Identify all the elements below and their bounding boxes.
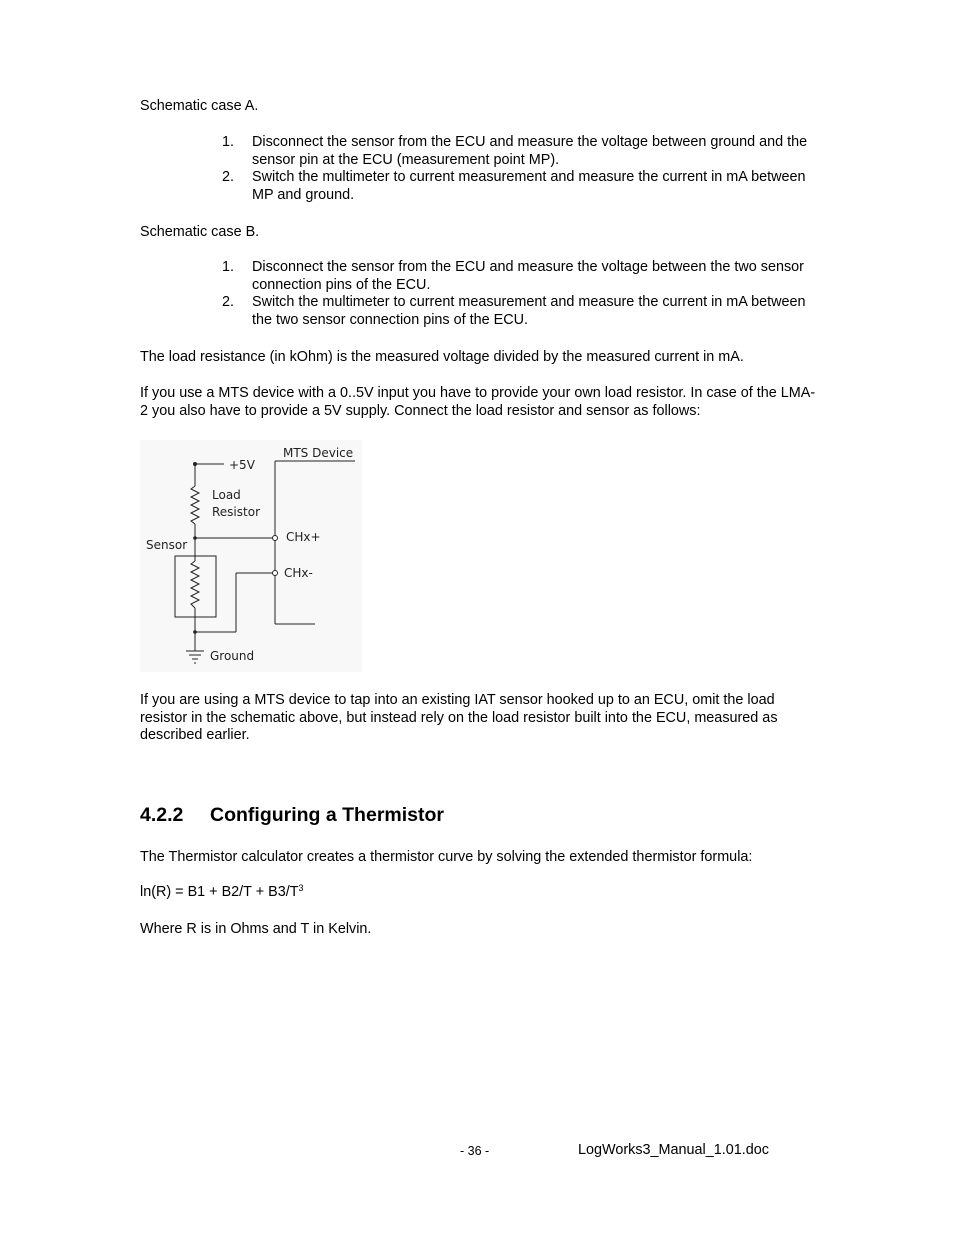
list-item-number: 2. <box>222 169 235 186</box>
case-a-title: Schematic case A. <box>140 98 259 114</box>
case-b-title: Schematic case B. <box>140 224 260 240</box>
list-item <box>222 169 822 204</box>
wiring-schematic <box>140 440 362 672</box>
units-paragraph: Where R is in Ohms and T in Kelvin. <box>140 921 372 937</box>
list-item-number: 1. <box>222 259 235 275</box>
list-item-text: Switch the multimeter to current measurement and measure the current in mA between MP and ground. <box>252 169 806 203</box>
sensor-label: Sensor <box>146 538 188 552</box>
list-item <box>222 134 822 169</box>
mts-device-paragraph: If you use a MTS device with a 0..5V input you have to provide your own load resistor. In case of the LMA-2 you also have to provide a 5V supply. Connect the load resistor and sensor as follows: <box>140 385 816 419</box>
list-item <box>222 294 822 329</box>
list-item-number: 1. <box>222 134 235 150</box>
thermistor-formula <box>140 884 820 902</box>
device-label: MTS Device <box>283 446 354 460</box>
resistor-label-1: Load <box>212 488 241 502</box>
section-title: Configuring a Thermistor <box>210 804 444 826</box>
case-b-steps <box>222 259 822 329</box>
supply-label: +5V <box>229 458 255 472</box>
section-heading <box>140 803 444 827</box>
load-resistance-paragraph: The load resistance (in kOhm) is the measured voltage divided by the measured current in mA. <box>140 349 744 365</box>
list-item-text: Switch the multimeter to current measurement and measure the current in mA between the two sensor connection pins of the ECU. <box>252 294 806 328</box>
file-name: LogWorks3_Manual_1.01.doc <box>578 1142 769 1158</box>
ground-label: Ground <box>210 649 255 663</box>
thermistor-paragraph: The Thermistor calculator creates a thermistor curve by solving the extended thermistor formula: <box>140 849 753 865</box>
list-item-text: Disconnect the sensor from the ECU and measure the voltage between the two sensor connection pins of the ECU. <box>252 259 804 293</box>
ch-plus-label: CHx+ <box>286 530 321 544</box>
resistor-label-2: Resistor <box>212 505 260 519</box>
page-number: - 36 - <box>460 1144 490 1158</box>
case-a-steps <box>222 134 822 204</box>
list-item-number: 2. <box>222 294 235 311</box>
list-item <box>222 259 822 294</box>
iat-paragraph: If you are using a MTS device to tap into an existing IAT sensor hooked up to an ECU, omit the load resistor in the schematic above, but instead rely on the load resistor built into the ECU, measured as described earlier. <box>140 692 778 744</box>
formula-main: ln(R) = B1 + B2/T + B3/T <box>140 884 299 900</box>
section-number: 4.2.2 <box>140 804 184 826</box>
formula-exponent: 3 <box>298 883 304 893</box>
list-item-text: Disconnect the sensor from the ECU and measure the voltage between ground and the sensor pin at the ECU (measurement point MP). <box>252 134 808 168</box>
ch-minus-label: CHx- <box>284 566 313 580</box>
